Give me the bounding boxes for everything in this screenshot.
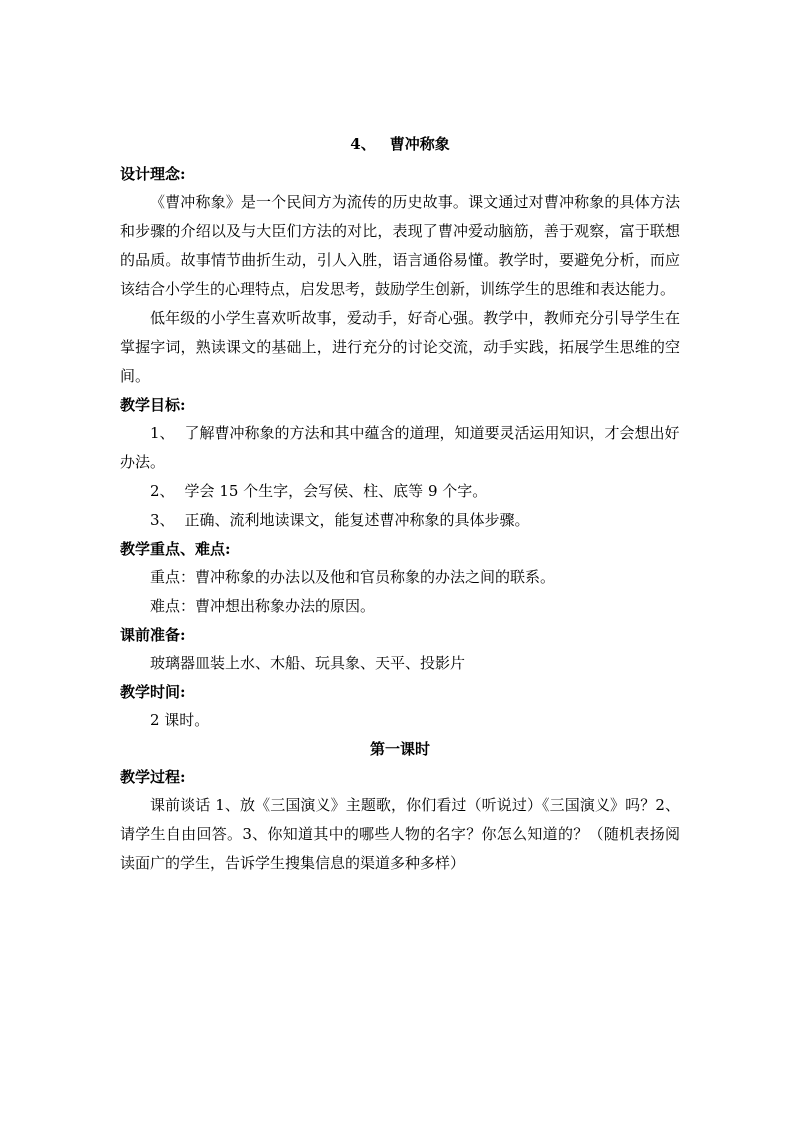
goal-item-1-text: 了解曹冲称象的方法和其中蕴含的道理，知道要灵活运用知识，才会想出好办法。 [120, 424, 680, 471]
preparation-heading: 课前准备: [120, 626, 186, 644]
preparation-text: 玻璃器皿装上水、木船、玩具象、天平、投影片 [150, 654, 466, 672]
design-idea-paragraph-2: 低年级的小学生喜欢听故事，爱动手，好奇心强。教学中，教师充分引导学生在掌握字词，熟读课文的基础上，进行充分的讨论交流，动手实践，拓展学生思维的空间。 [120, 309, 680, 385]
key-point-difficulty: 难点：曹冲想出称象办法的原因。 [150, 597, 376, 615]
time-heading: 教学时间: [120, 683, 186, 701]
goal-item-2-text: 学会 15 个生字，会写侯、柱、底等 9 个字。 [184, 482, 488, 500]
lesson-1-heading: 第一课时 [369, 740, 430, 758]
design-idea-paragraph-1: 《曹冲称象》是一个民间方为流传的历史故事。课文通过对曹冲称象的具体方法和步骤的介绍以及与大臣们方法的对比，表现了曹冲爱动脑筋，善于观察，富于联想的品质。故事情节曲折生动，引人入胜，语言通俗易懂。教学时，要避免分析，而应该结合小学生的心理特点，启发思考，鼓励学生创新，训练学生的思维和表达能力。 [120, 193, 680, 298]
design-idea-heading: 设计理念: [120, 165, 186, 183]
goal-item-3-text: 正确、流利地读课文，能复述曹冲称象的具体步骤。 [184, 511, 530, 529]
document-page [120, 132, 680, 878]
goal-item-3-index: 3、 [150, 511, 175, 529]
time-text: 2 课时。 [150, 711, 210, 729]
key-point-focus: 重点：曹冲称象的办法以及他和官员称象的办法之间的联系。 [150, 568, 556, 586]
goal-item-2-index: 2、 [150, 482, 175, 500]
key-points-heading: 教学重点、难点: [120, 540, 231, 558]
title-text: 曹冲称象 [389, 135, 450, 153]
process-paragraph: 课前谈话 1、放《三国演义》主题歌，你们看过（听说过）《三国演义》吗？2、请学生自由回答。3、你知道其中的哪些人物的名字？你怎么知道的？（随机表扬阅读面广的学生，告诉学生搜集信息的渠道多种多样） [120, 796, 680, 872]
title-number: 4、 [350, 135, 376, 153]
goal-item-1-index: 1、 [150, 424, 175, 442]
goal-item-3 [120, 506, 680, 535]
goal-item-1 [120, 419, 680, 477]
document-title [120, 132, 680, 156]
process-heading: 教学过程: [120, 768, 186, 786]
goal-item-2 [120, 477, 680, 506]
goals-heading: 教学目标: [120, 396, 186, 414]
